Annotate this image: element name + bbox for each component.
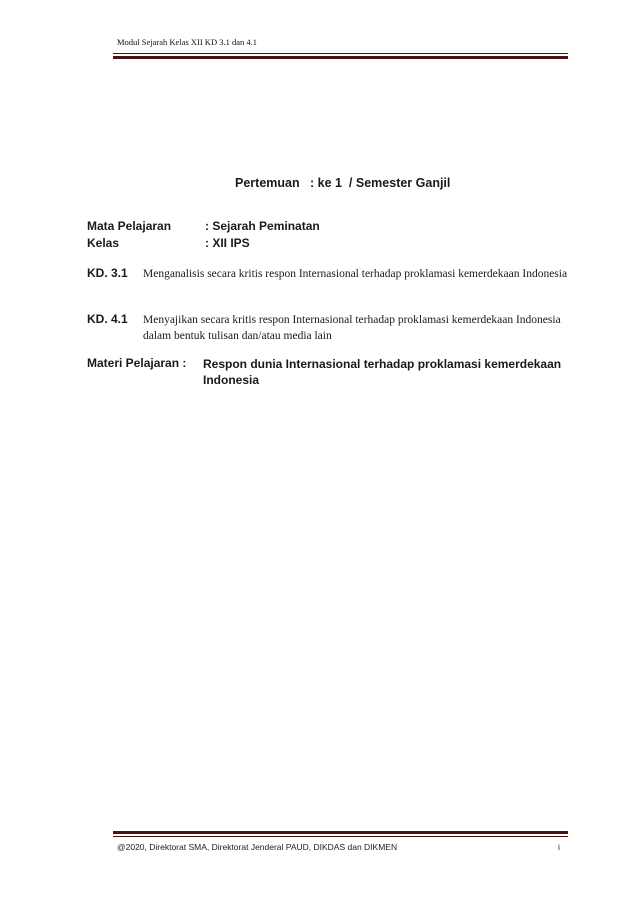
header-rule-thin [113,53,568,54]
competency-text: Menyajikan secara kritis respon Internasional terhadap proklamasi kemerdekaan Indonesia dalam bentuk tulisan dan/atau media lain [143,314,561,342]
field-class-value: : XII IPS [205,236,250,250]
field-subject-label: Mata Pelajaran [87,219,172,233]
competency-code: KD. 4.1 [87,312,128,326]
meeting-info: Pertemuan : ke 1 / Semester Ganjil [235,176,451,190]
header-title: Modul Sejarah Kelas XII KD 3.1 dan 4.1 [117,37,257,47]
header-rule-thick [113,56,568,59]
competency-text: Menganalisis secara kritis respon Internasional terhadap proklamasi kemerdekaan Indonesia [143,268,568,280]
field-class-label: Kelas [87,236,120,250]
competency-code: KD. 3.1 [87,266,128,280]
materi-label: Materi Pelajaran : [87,356,187,370]
footer-text: @2020, Direktorat SMA, Direktorat Jenderal PAUD, DIKDAS dan DIKMEN [117,842,398,852]
field-subject-value: : Sejarah Peminatan [205,219,320,233]
page-number: i [558,842,560,852]
footer-rule-thin [113,836,568,837]
footer-rule-thick [113,831,568,834]
materi-text: Respon dunia Internasional terhadap proklamasi kemerdekaan Indonesia [203,357,562,387]
